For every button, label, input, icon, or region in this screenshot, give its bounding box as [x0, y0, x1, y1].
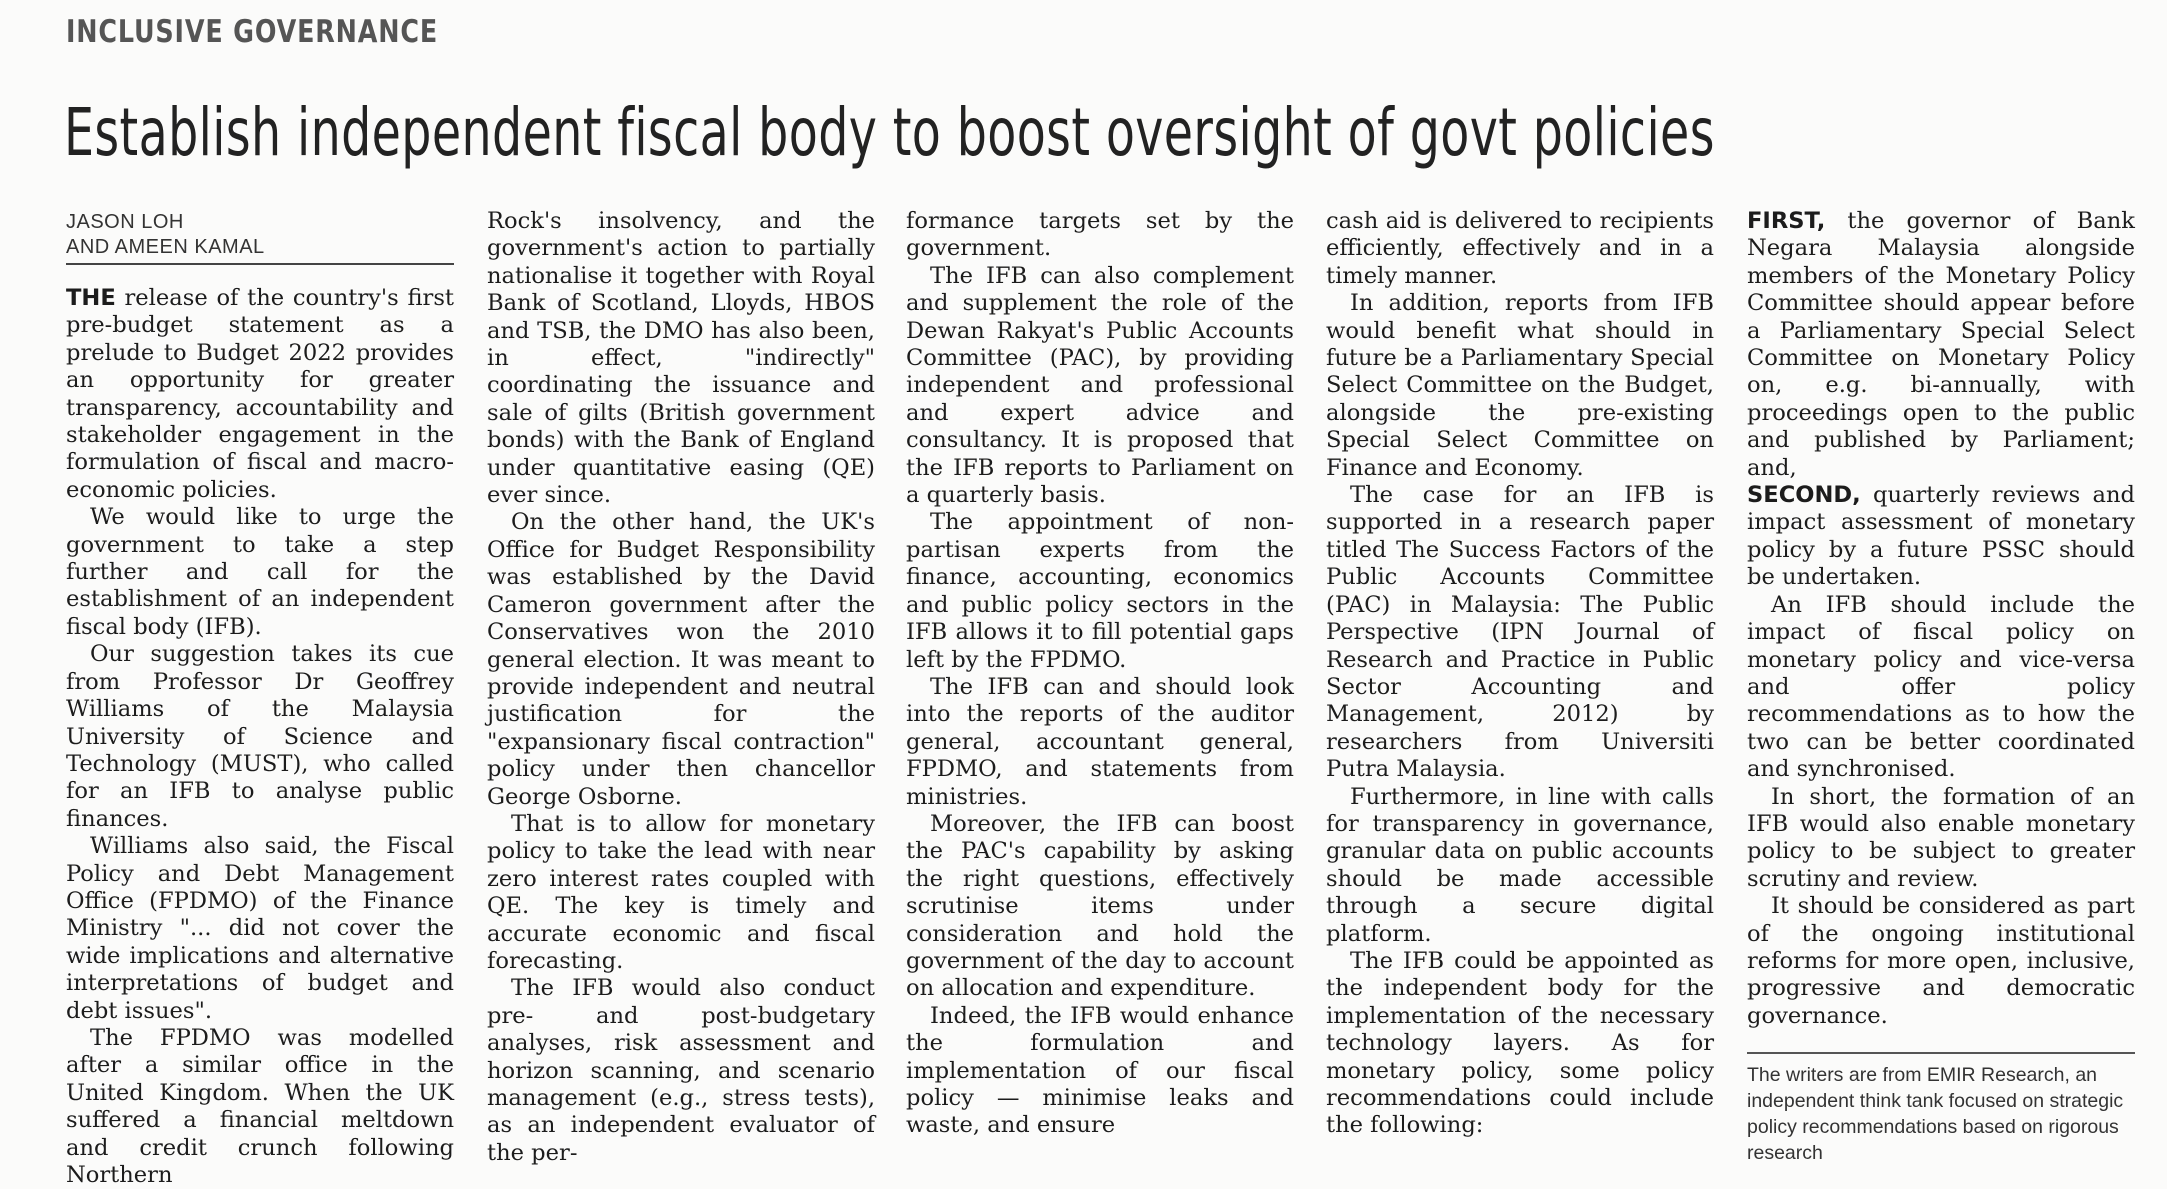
- column-3-body: [906, 208, 1294, 1140]
- run-in-lead: THE: [66, 285, 116, 311]
- paragraph: [906, 811, 1294, 1003]
- column-1-body: [66, 285, 454, 1189]
- paragraph-text: In addition, reports from IFB would benefit what should in future be a Parliamentary Special Select Committee on the Budget, alongside the pre-existing Special Select Committee on Finance and Economy.: [1326, 290, 1714, 481]
- byline: [66, 210, 454, 265]
- paragraph-text: Indeed, the IFB would enhance the formulation and implementation of our fiscal policy — minimise leaks and waste, and ensure: [906, 1002, 1294, 1139]
- paragraph: [906, 1003, 1294, 1140]
- paragraph: [1747, 208, 2135, 482]
- article-column-3: [906, 208, 1294, 1140]
- article-column-1: [66, 210, 454, 1189]
- article-column-5: [1747, 208, 2135, 1166]
- paragraph: [906, 674, 1294, 811]
- paragraph-text: formance targets set by the government.: [906, 208, 1294, 262]
- paragraph: [487, 208, 875, 509]
- paragraph-text: We would like to urge the government to take a step further and call for the establishment of an independent fiscal body (IFB).: [66, 504, 454, 640]
- article-headline: Establish independent fiscal body to boost oversight of govt policies: [64, 94, 1715, 171]
- paragraph-text: Williams also said, the Fiscal Policy and Debt Management Office (FPDMO) of the Finance Ministry "... did not cover the wide implications and alternative interpretations of budget and debt issues".: [66, 833, 454, 1024]
- paragraph: [66, 285, 454, 504]
- paragraph-text: The IFB can also complement and supplement the role of the Dewan Rakyat's Public Accounts Committee (PAC), by providing independent and professional and expert advice and consultancy. It is proposed that the IFB reports to Parliament on a quarterly basis.: [906, 262, 1294, 509]
- paragraph-text: An IFB should include the impact of fiscal policy on monetary policy and vice-versa and offer policy recommendations as to how the two can be better coordinated and synchronised.: [1747, 591, 2135, 783]
- paragraph-text: It should be considered as part of the ongoing institutional reforms for more open, inclusive, progressive and democratic governance.: [1747, 893, 2135, 1029]
- paragraph: [906, 509, 1294, 673]
- paragraph-text: The case for an IFB is supported in a research paper titled The Success Factors of the Public Accounts Committee (PAC) in Malaysia: The Public Perspective (IPN Journal of Research and Practice in Public Sector Accounting and Management, 2012) by researchers from Universiti Putra Malaysia.: [1326, 482, 1714, 783]
- paragraph-text: On the other hand, the UK's Office for Budget Responsibility was established by the David Cameron government after the Conservatives won the 2010 general election. It was meant to provide independent and neutral justification for the "expansionary fiscal contraction" policy under then chancellor George Osborne.: [487, 509, 875, 810]
- paragraph: [1326, 208, 1714, 290]
- author-note: The writers are from EMIR Research, an independent think tank focused on strategic policy recommendations based on rigorous research: [1747, 1052, 2135, 1166]
- byline-author-1: JASON LOH: [66, 211, 184, 233]
- paragraph: [66, 641, 454, 833]
- paragraph: [1747, 482, 2135, 592]
- paragraph-text: The FPDMO was modelled after a similar office in the United Kingdom. When the UK suffered a financial meltdown and credit crunch following Northern: [66, 1024, 454, 1188]
- paragraph-text: the governor of Bank Negara Malaysia alongside members of the Monetary Policy Committee should appear before a Parliamentary Special Select Committee on Monetary Policy on, e.g. bi-annually, with proceedings open to the public and published by Parliament; and,: [1747, 208, 2135, 481]
- paragraph-text: Furthermore, in line with calls for transparency in governance, granular data on public accounts should be made accessible through a secure digital platform.: [1326, 783, 1714, 947]
- paragraph-text: The IFB would also conduct pre- and post-budgetary analyses, risk assessment and horizon scanning, and scenario management (e.g., stress tests), as an independent evaluator of the per-: [487, 975, 875, 1166]
- paragraph-text: quarterly reviews and impact assessment of monetary policy by a future PSSC should be undertaken.: [1747, 482, 2135, 591]
- paragraph-text: Our suggestion takes its cue from Professor Dr Geoffrey Williams of the Malaysia University of Science and Technology (MUST), who called for an IFB to analyse public finances.: [66, 641, 454, 832]
- paragraph: [1747, 893, 2135, 1030]
- paragraph-text: The IFB could be appointed as the independent body for the implementation of the necessary technology layers. As for monetary policy, some policy recommendations could include the following:: [1326, 947, 1714, 1139]
- paragraph: [487, 975, 875, 1167]
- paragraph-text: Rock's insolvency, and the government's action to partially nationalise it together with Royal Bank of Scotland, Lloyds, HBOS and TSB, the DMO has also been, in effect, "indirectly" coordinating the issuance and sale of gilts (British government bonds) with the Bank of England under quantitative easing (QE) ever since.: [487, 208, 875, 509]
- paragraph: [487, 811, 875, 975]
- paragraph: [906, 208, 1294, 263]
- run-in-lead: FIRST,: [1747, 208, 1826, 234]
- paragraph: [66, 504, 454, 641]
- paragraph: [66, 1025, 454, 1189]
- paragraph: [906, 263, 1294, 510]
- paragraph-text: That is to allow for monetary policy to take the lead with near zero interest rates coupled with QE. The key is timely and accurate economic and fiscal forecasting.: [487, 810, 875, 974]
- paragraph: [487, 509, 875, 810]
- paragraph: [1326, 784, 1714, 948]
- paragraph-text: Moreover, the IFB can boost the PAC's capability by asking the right questions, effectively scrutinise items under consideration and hold the government of the day to account on allocation and expenditure.: [906, 810, 1294, 1002]
- paragraph: [66, 833, 454, 1025]
- paragraph-text: cash aid is delivered to recipients efficiently, effectively and in a timely manner.: [1326, 208, 1714, 289]
- paragraph-text: release of the country's first pre-budget statement as a prelude to Budget 2022 provides an opportunity for greater transparency, accountability and stakeholder engagement in the formulation of fiscal and macro-economic policies.: [66, 285, 454, 503]
- paragraph-text: The IFB can and should look into the reports of the auditor general, accountant general, FPDMO, and statements from ministries.: [906, 673, 1294, 810]
- column-5-body: [1747, 208, 2135, 1030]
- run-in-lead: SECOND,: [1747, 482, 1861, 509]
- paragraph: [1747, 592, 2135, 784]
- byline-author-2: AND AMEEN KAMAL: [66, 236, 265, 258]
- paragraph: [1326, 948, 1714, 1140]
- article-column-2: [487, 208, 875, 1167]
- article-column-4: [1326, 208, 1714, 1140]
- section-label: INCLUSIVE GOVERNANCE: [66, 14, 439, 50]
- paragraph: [1326, 482, 1714, 783]
- paragraph-text: The appointment of non-partisan experts from the finance, accounting, economics and public policy sectors in the IFB allows it to fill potential gaps left by the FPDMO.: [906, 509, 1294, 673]
- paragraph: [1326, 290, 1714, 482]
- paragraph: [1747, 784, 2135, 894]
- column-4-body: [1326, 208, 1714, 1140]
- paragraph-text: In short, the formation of an IFB would also enable monetary policy to be subject to greater scrutiny and review.: [1747, 783, 2135, 892]
- column-2-body: [487, 208, 875, 1167]
